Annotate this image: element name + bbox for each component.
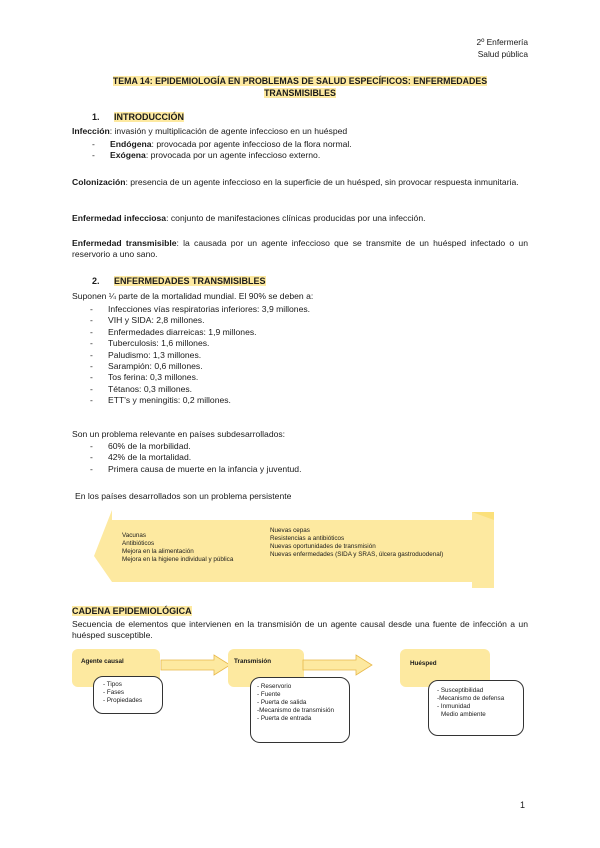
transmision-card: Transmisión xyxy=(228,649,304,687)
section-heading-enfermedades-transmisibles: 2. ENFERMEDADES TRANSMISIBLES xyxy=(92,276,266,286)
arrow-right-icon xyxy=(160,654,232,676)
list-item: - 42% de la mortalidad. xyxy=(90,452,301,463)
list-item: - Endógena: provocada por agente infeccioso de la flora normal. xyxy=(92,139,352,150)
cadena-text: Secuencia de elementos que intervienen en la transmisión de un agente causal desde una fuente de infección a un huésped susceptible. xyxy=(72,619,528,641)
list-item: - Primera causa de muerte en la infancia y juventud. xyxy=(90,464,301,475)
list-item: - Exógena: provocada por un agente infeccioso externo. xyxy=(92,150,352,161)
section-number: 1. xyxy=(92,112,100,122)
huesped-details: - Susceptibilidad -Mecanismo de defensa - Inmunidad Medio ambiente xyxy=(428,680,524,736)
subdesarrollados-list xyxy=(90,441,301,475)
mortality-intro: Suponen ¼ parte de la mortalidad mundial. El 90% se deben a: xyxy=(72,291,314,301)
causes-list xyxy=(90,304,310,407)
list-item: - VIH y SIDA: 2,8 millones. xyxy=(90,315,310,326)
title-line-2: TRANSMISIBLES xyxy=(264,88,336,98)
definition-enfermedad-transmisible: Enfermedad transmisible: la causada por un agente infeccioso que se transmite de un huésped infectado o un reservorio a uno sano. xyxy=(72,238,528,260)
agente-causal-card: Agente causal xyxy=(72,649,160,687)
huesped-card: Huésped xyxy=(400,649,490,687)
page-title xyxy=(72,75,528,99)
desarrollados-text: En los países desarrollados son un problema persistente xyxy=(75,491,292,501)
definition-infeccion xyxy=(72,126,528,137)
list-item: - Enfermedades diarreicas: 1,9 millones. xyxy=(90,327,310,338)
list-item: - Infecciones vías respiratorias inferiores: 3,9 millones. xyxy=(90,304,310,315)
term: Infección xyxy=(72,126,110,136)
header-course: 2º Enfermería xyxy=(476,37,528,47)
list-item: - Tétanos: 0,3 millones. xyxy=(90,384,310,395)
page-number: 1 xyxy=(519,800,525,810)
header-subject: Salud pública xyxy=(477,49,528,59)
section-label: INTRODUCCIÓN xyxy=(114,112,184,122)
subdesarrollados-intro: Son un problema relevante en países subdesarrollados: xyxy=(72,429,286,439)
arrow-right-icon xyxy=(302,654,374,676)
list-item: - Tuberculosis: 1,6 millones. xyxy=(90,338,310,349)
arrow-right-text: Nuevas cepas Resistencias a antibióticos Nuevas oportunidades de transmisión Nuevas enfermedades (SIDA y SRAS, úlcera gastroduodenal) xyxy=(270,527,444,558)
definition-colonizacion: Colonización: presencia de un agente infeccioso en la superficie de un huésped, sin provocar respuesta inmunitaria. xyxy=(72,177,519,187)
infeccion-types-list xyxy=(92,139,352,162)
title-line-1: TEMA 14: EPIDEMIOLOGÍA EN PROBLEMAS DE SALUD ESPECÍFICOS: ENFERMEDADES xyxy=(112,76,488,86)
transmision-details: - Reservorio - Fuente - Puerta de salida -Mecanismo de transmisión - Puerta de entrada xyxy=(250,677,350,743)
list-item: - Paludismo: 1,3 millones. xyxy=(90,350,310,361)
list-item: - Sarampión: 0,6 millones. xyxy=(90,361,310,372)
definition-enfermedad-infecciosa: Enfermedad infecciosa: conjunto de manifestaciones clínicas producidas por una infección. xyxy=(72,213,426,223)
list-item: - 60% de la morbilidad. xyxy=(90,441,301,452)
section-heading-introduccion xyxy=(92,112,184,124)
definition-text: : invasión y multiplicación de agente infeccioso en un huésped xyxy=(109,126,348,136)
agente-causal-details: - Tipos - Fases - Propiedades xyxy=(93,676,163,714)
list-item: - ETT's y meningitis: 0,2 millones. xyxy=(90,395,310,406)
list-item: - Tos ferina: 0,3 millones. xyxy=(90,372,310,383)
arrow-left-text: Vacunas Antibióticos Mejora en la alimentación Mejora en la higiene individual y pública xyxy=(122,532,234,563)
cadena-title: CADENA EPIDEMIOLÓGICA xyxy=(72,606,192,616)
